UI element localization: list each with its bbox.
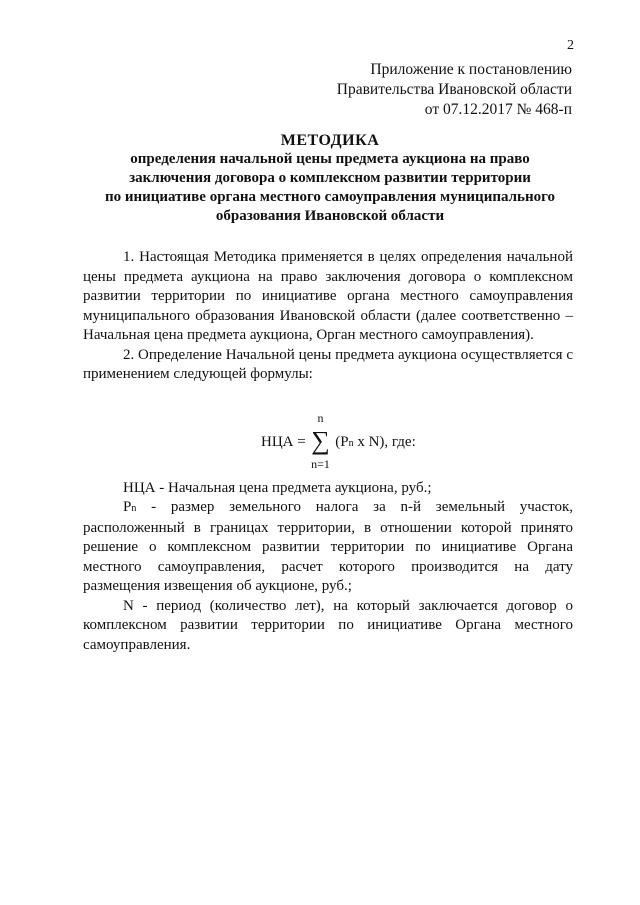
definition-pn: [83, 498, 573, 597]
page-number: 2: [567, 38, 574, 53]
formula-subscript: n: [348, 437, 354, 449]
formula-open: (P: [331, 433, 349, 450]
formula-expression: [261, 410, 416, 471]
formula-lhs: НЦА =: [261, 433, 310, 450]
definition-pn-subscript: n: [131, 503, 137, 514]
title-line-4: образования Ивановской области: [215, 208, 445, 224]
header-line-1: Приложение к постановлению: [370, 61, 572, 78]
formula: [83, 410, 573, 471]
document-title: [80, 131, 580, 226]
title-main: МЕТОДИКА: [280, 132, 380, 149]
paragraph-1: 1. Настоящая Методика применяется в целях определения начальной цены предмета аукциона на право заключения договора о комплексном развитии территории по инициативе органа местного самоуправления муниципального образования Ивановской области (далее соответственно – Начальная цена предмета аукциона, Орган местного самоуправления).: [83, 249, 573, 343]
paragraph-2: 2. Определение Начальной цены предмета аукциона осуществляется с применением следующей формулы:: [83, 346, 573, 382]
definition-pn-text: - размер земельного налога за n-й земельный участок, расположенный в границах территории, в отношении которой принято решение о комплексном развитии территории по инициативе Органа местного самоуправления, расчет которого производится на дату размещения извещения об аукционе, руб.;: [83, 499, 573, 594]
sigma-upper-limit: n: [317, 410, 324, 425]
title-line-1: определения начальной цены предмета аукциона на право: [130, 151, 530, 167]
appendix-header: [337, 60, 572, 120]
title-line-3: по инициативе органа местного самоуправления муниципального: [104, 189, 556, 205]
sigma-block: [309, 410, 331, 471]
formula-rest: x N), где:: [353, 433, 416, 450]
header-line-3: от 07.12.2017 № 468-п: [424, 101, 572, 118]
definition-n: N - период (количество лет), на который заключается договор о комплексном развитии территории по инициативе Органа местного самоуправления.: [83, 597, 573, 653]
document-body: [83, 248, 573, 655]
definition-pn-symbol: P: [123, 499, 132, 515]
definition-nca: НЦА - Начальная цена предмета аукциона, руб.;: [123, 479, 432, 496]
header-line-2: Правительства Ивановской области: [336, 81, 572, 98]
sigma-lower-limit: n=1: [311, 456, 330, 471]
sigma-symbol: ∑: [311, 425, 330, 455]
title-line-2: заключения договора о комплексном развитии территории: [129, 170, 531, 186]
